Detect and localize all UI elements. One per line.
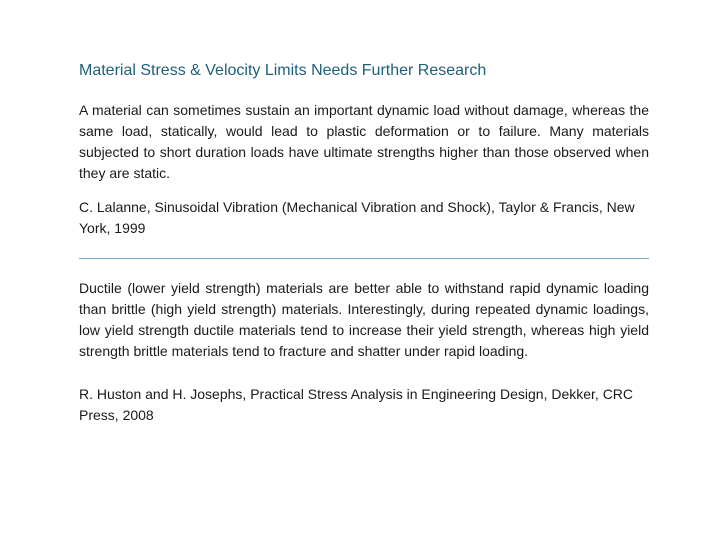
- citation-huston-josephs: R. Huston and H. Josephs, Practical Stress Analysis in Engineering Design, Dekker, CRC Press, 2008: [79, 386, 634, 423]
- paragraph-dynamic-load: A material can sometimes sustain an important dynamic load without damage, whereas the same load, statically, would lead to plastic deformation or to failure. Many materials subjected to short duration loads have ultimate strengths higher than those observed when they are static.: [79, 102, 649, 181]
- paragraph-ductile-brittle: Ductile (lower yield strength) materials are better able to withstand rapid dynamic loading than brittle (high yield strength) materials. Interestingly, during repeated dynamic loadings, low yield strength ductile materials tend to increase their yield strength, whereas high yield strength brittle materials tend to fracture and shatter under rapid loading.: [79, 280, 649, 359]
- section-divider: [79, 258, 649, 259]
- slide-title: Material Stress & Velocity Limits Needs Further Research: [79, 62, 487, 79]
- citation-lalanne: C. Lalanne, Sinusoidal Vibration (Mechanical Vibration and Shock), Taylor & Francis, New York, 1999: [79, 199, 635, 236]
